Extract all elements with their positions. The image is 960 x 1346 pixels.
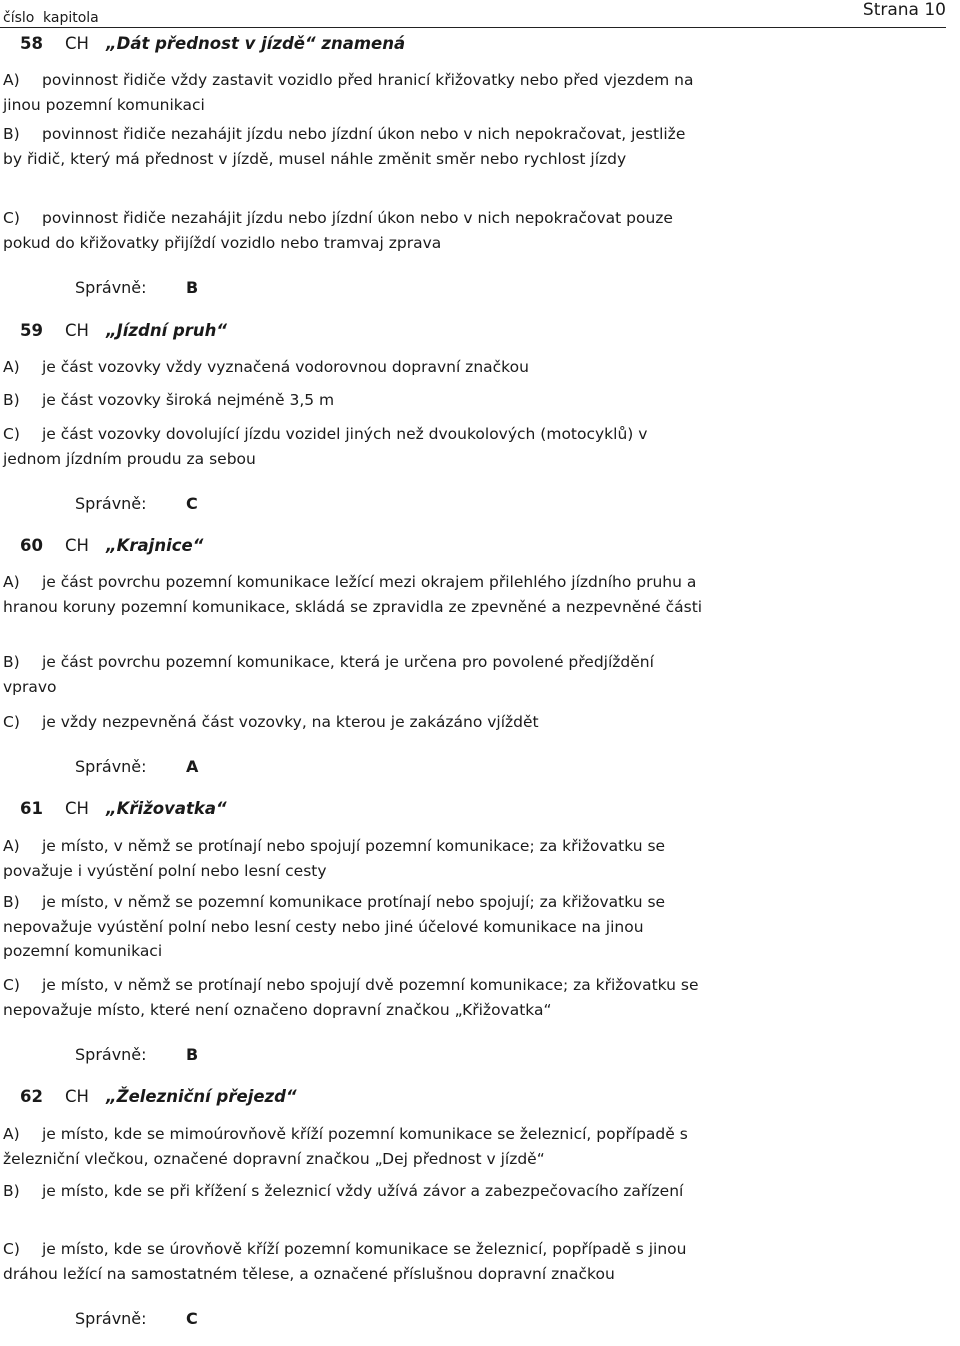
answer-text: je část vozovky vždy vyznačená vodorovnou dopravní značkou — [42, 358, 529, 376]
answer-text: je část povrchu pozemní komunikace, která je určena pro povolené předjíždění vpravo — [3, 653, 654, 696]
header-divider — [0, 27, 946, 28]
answer-letter: A) — [3, 71, 20, 89]
correct-value: C — [186, 1309, 198, 1328]
answer-b — [3, 890, 703, 964]
question-header — [0, 1087, 900, 1111]
correct-label: Správně: — [75, 1045, 147, 1064]
correct-value: B — [186, 278, 199, 297]
answer-text: je část vozovky široká nejméně 3,5 m — [42, 391, 335, 409]
answer-text: povinnost řidiče vždy zastavit vozidlo před hranicí křižovatky nebo před vjezdem na jinou pozemní komunikaci — [3, 71, 694, 114]
answer-text: povinnost řidiče nezahájit jízdu nebo jízdní úkon nebo v nich nepokračovat, jestliže by řidič, který má přednost v jízdě, musel náhle změnit směr nebo rychlost jízdy — [3, 125, 686, 168]
question-type: CH — [65, 536, 89, 555]
question-number: 59 — [20, 321, 43, 340]
question-title: „Křižovatka“ — [106, 799, 227, 818]
answer-b — [3, 122, 703, 171]
answer-letter: C) — [3, 1240, 20, 1258]
question-number: 58 — [20, 34, 43, 53]
answer-a — [3, 68, 703, 117]
answer-letter: A) — [3, 837, 20, 855]
answer-b — [3, 388, 703, 413]
answer-text: je místo, kde se úrovňově kříží pozemní komunikace se železnicí, popřípadě s jinou dráhou ležící na samostatném tělese, a označené příslušnou dopravní značkou — [3, 1240, 687, 1283]
question-type: CH — [65, 321, 89, 340]
correct-value: A — [186, 757, 199, 776]
answer-text: je část povrchu pozemní komunikace ležící mezi okrajem přilehlého jízdního pruhu a hranou koruny pozemní komunikace, skládá se zpravidla ze zpevněné a nezpevněné části — [3, 573, 703, 616]
question-header — [0, 536, 900, 560]
answer-text: je místo, kde se při křížení s železnicí vždy užívá závor a zabezpečovacího zařízení — [42, 1182, 684, 1200]
question-number: 61 — [20, 799, 43, 818]
answer-letter: C) — [3, 425, 20, 443]
question-header — [0, 321, 900, 345]
question-header — [0, 799, 900, 823]
answer-a — [3, 355, 703, 380]
answer-a — [3, 1122, 703, 1171]
correct-label: Správně: — [75, 494, 147, 513]
question-title: „Železniční přejezd“ — [106, 1087, 297, 1106]
answer-letter: C) — [3, 209, 20, 227]
answer-text: je místo, v němž se protínají nebo spojují dvě pozemní komunikace; za křižovatku se nepovažuje místo, které není označeno dopravní značkou „Křižovatka“ — [3, 976, 699, 1019]
question-title: „Dát přednost v jízdě“ znamená — [106, 34, 406, 53]
answer-b — [3, 650, 703, 699]
correct-value: B — [186, 1045, 199, 1064]
correct-label: Správně: — [75, 1309, 147, 1328]
page-header — [0, 0, 960, 30]
correct-value: C — [186, 494, 198, 513]
question-type: CH — [65, 1087, 89, 1106]
column-label-cislo: číslo — [3, 10, 35, 26]
answer-a — [3, 834, 703, 883]
answer-letter: C) — [3, 976, 20, 994]
answer-c — [3, 206, 703, 255]
answer-letter: A) — [3, 573, 20, 591]
page-number: Strana 10 — [862, 0, 946, 20]
answer-letter: B) — [3, 653, 20, 671]
answer-text: je část vozovky dovolující jízdu vozidel jiných než dvoukolových (motocyklů) v jednom jízdním proudu za sebou — [3, 425, 648, 468]
question-type: CH — [65, 34, 89, 53]
answer-letter: B) — [3, 391, 20, 409]
answer-a — [3, 570, 703, 619]
answer-letter: A) — [3, 1125, 20, 1143]
answer-c — [3, 973, 703, 1022]
answer-letter: B) — [3, 893, 20, 911]
answer-c — [3, 710, 703, 735]
question-title: „Krajnice“ — [106, 536, 204, 555]
answer-letter: C) — [3, 713, 20, 731]
question-number: 60 — [20, 536, 43, 555]
answer-text: povinnost řidiče nezahájit jízdu nebo jízdní úkon nebo v nich nepokračovat pouze pokud do křižovatky přijíždí vozidlo nebo tramvaj zprava — [3, 209, 673, 252]
column-label-kapitola: kapitola — [43, 10, 99, 26]
question-type: CH — [65, 799, 89, 818]
answer-c — [3, 1237, 703, 1286]
answer-text: je místo, v němž se pozemní komunikace protínají nebo spojují; za křižovatku se nepovažuje vyústění polní nebo lesní cesty nebo jiné účelové komunikace na jinou pozemní komunikaci — [3, 893, 666, 960]
answer-letter: A) — [3, 358, 20, 376]
answer-text: je vždy nezpevněná část vozovky, na kterou je zakázáno vjíždět — [42, 713, 539, 731]
answer-text: je místo, kde se mimoúrovňově kříží pozemní komunikace se železnicí, popřípadě s železniční vlečkou, označené dopravní značkou „Dej přednost v jízdě“ — [3, 1125, 688, 1168]
answer-letter: B) — [3, 1182, 20, 1200]
answer-c — [3, 422, 703, 471]
answer-b — [3, 1179, 703, 1204]
question-number: 62 — [20, 1087, 43, 1106]
correct-label: Správně: — [75, 278, 147, 297]
question-title: „Jízdní pruh“ — [106, 321, 228, 340]
answer-text: je místo, v němž se protínají nebo spojují pozemní komunikace; za křižovatku se považuje i vyústění polní nebo lesní cesty — [3, 837, 666, 880]
answer-letter: B) — [3, 125, 20, 143]
question-header — [0, 34, 900, 58]
correct-label: Správně: — [75, 757, 147, 776]
